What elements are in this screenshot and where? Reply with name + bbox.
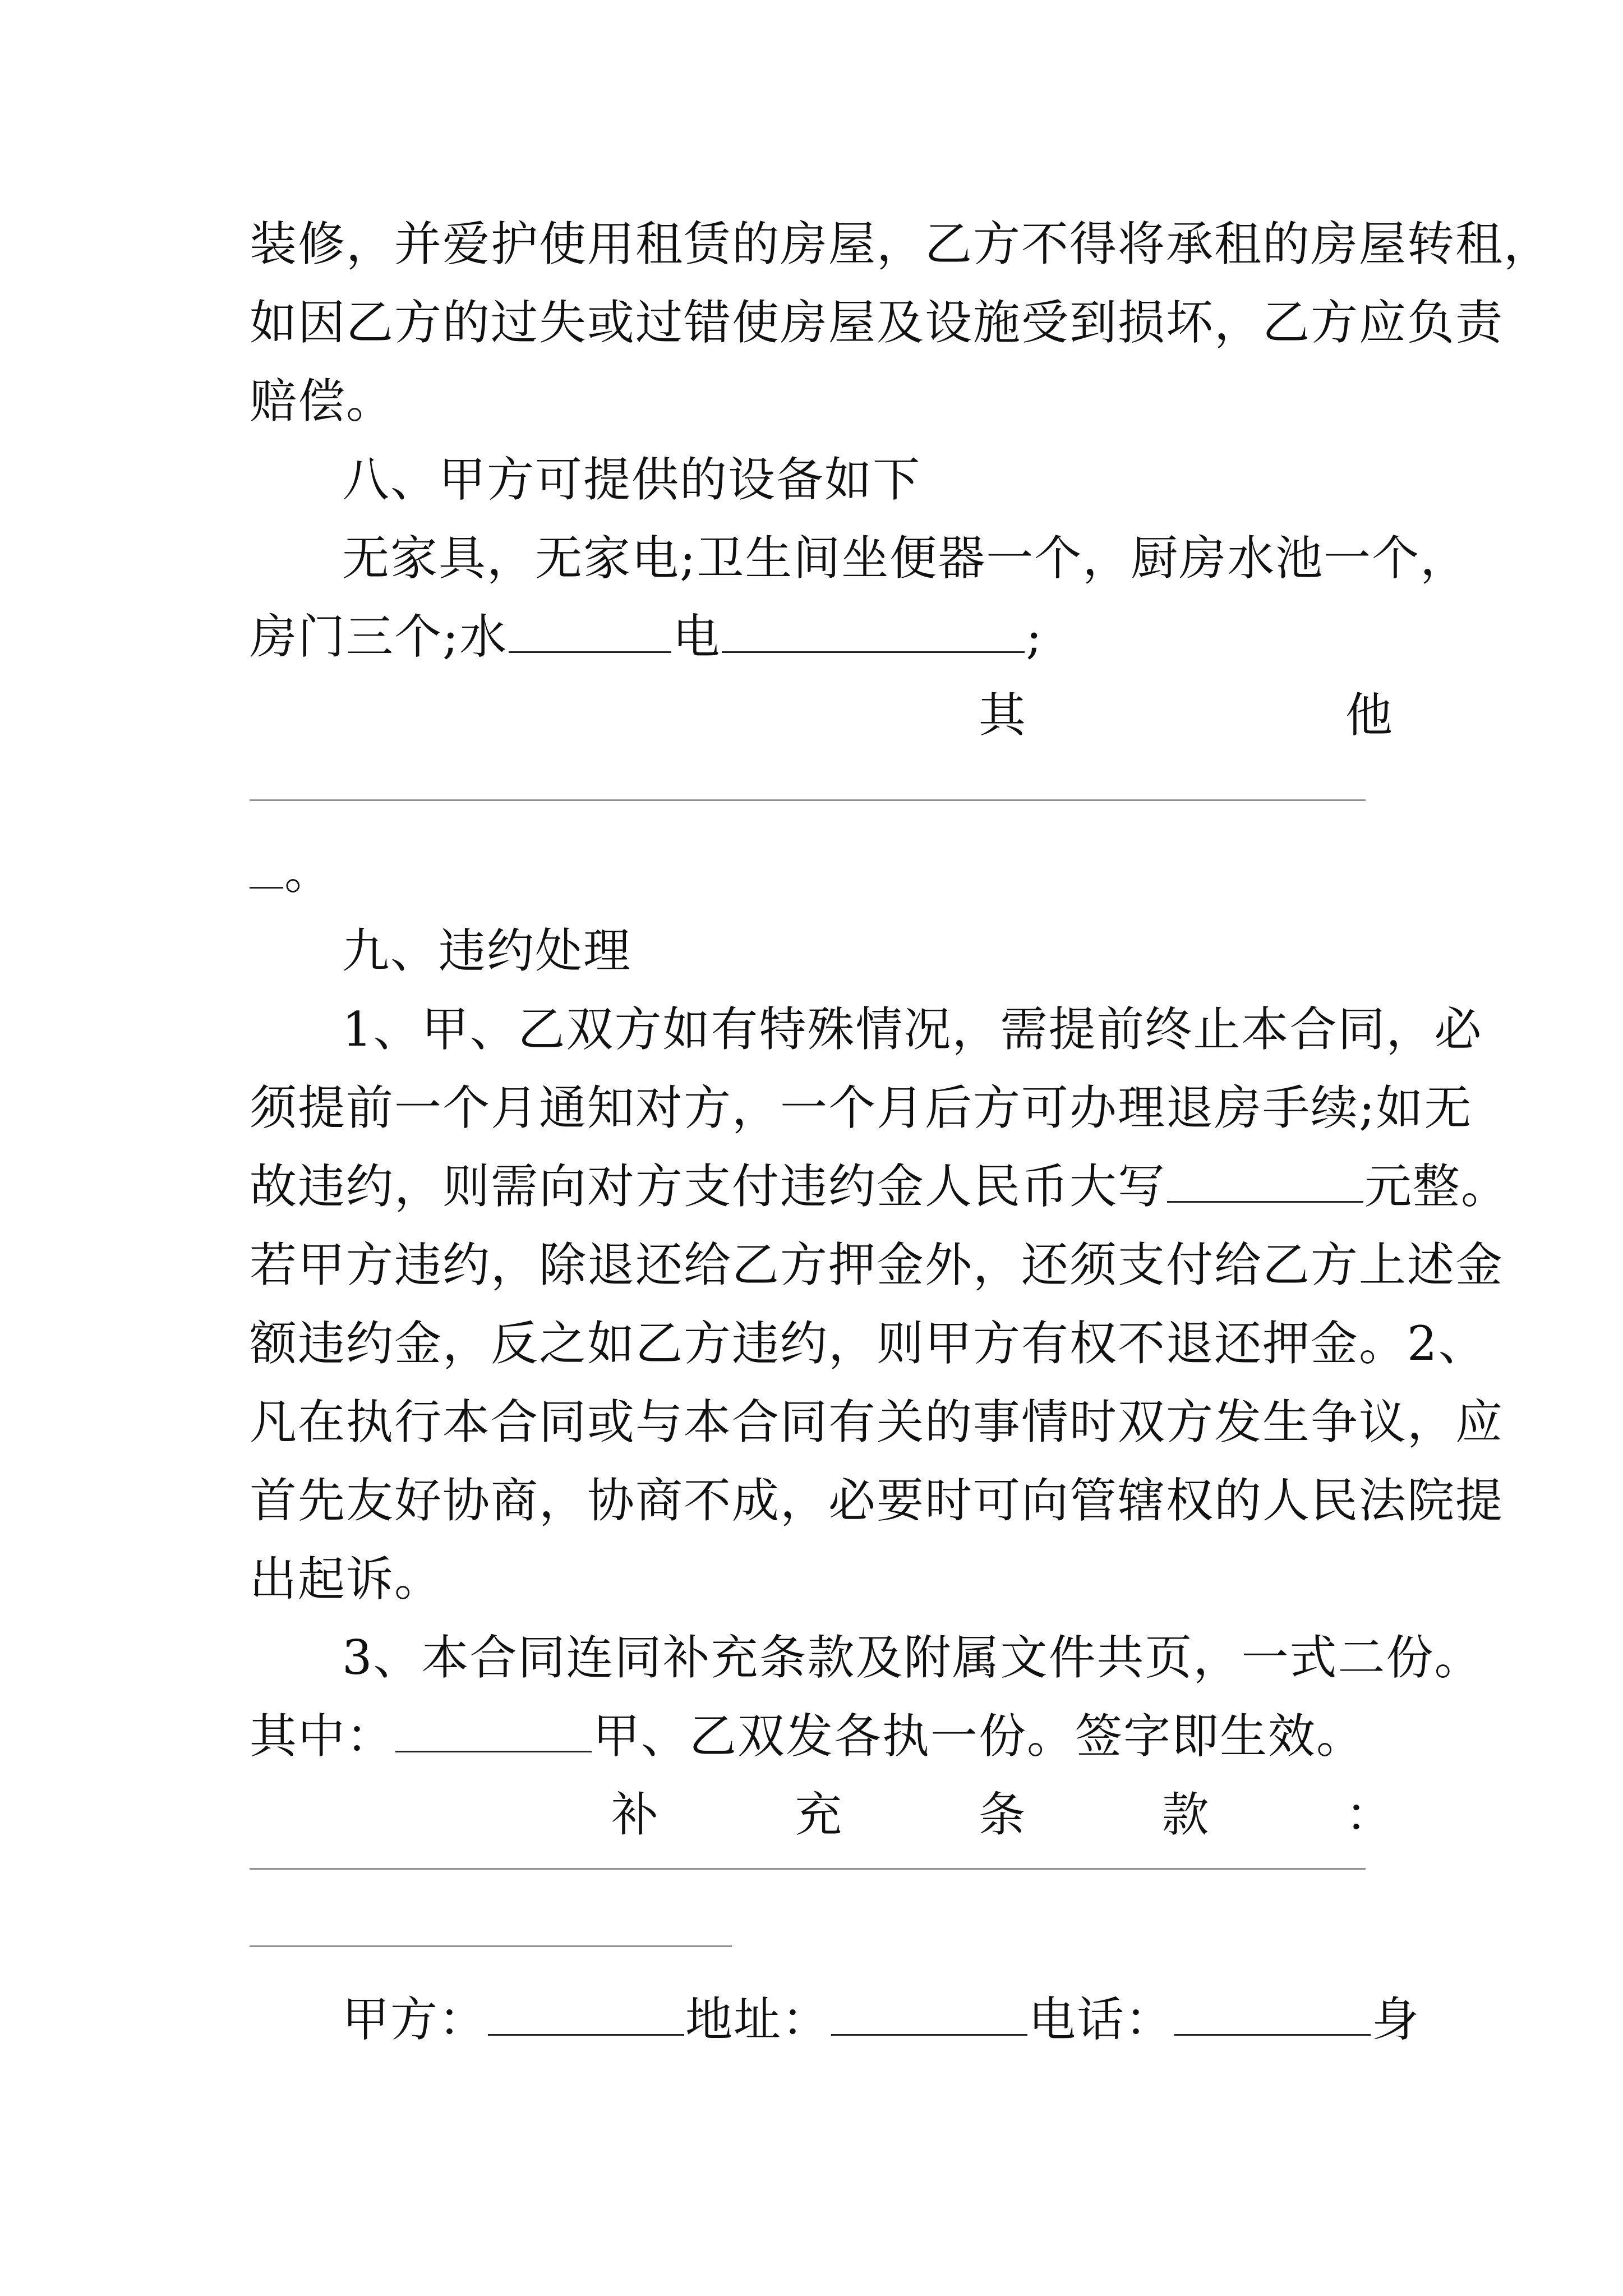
electricity-label: 电 bbox=[672, 609, 721, 664]
phone-label: 电话： bbox=[1029, 1992, 1174, 2047]
water-blank bbox=[509, 611, 671, 653]
supplementary-blank-rule-1 bbox=[250, 1868, 1366, 1870]
copies-text-2: 甲、乙双发各执一份。签字即生效。 bbox=[593, 1709, 1365, 1764]
equipment-line-1 bbox=[342, 530, 1469, 586]
breach-text-5: 额违约金，反之如乙方违约，则甲方有权不退还押金。2、 bbox=[250, 1316, 1487, 1371]
dispute-line-2 bbox=[250, 1473, 1504, 1529]
copies-text-1: 3、本合同连同补充条款及附属文件共页，一式二份。 bbox=[342, 1630, 1483, 1685]
breach-line-3 bbox=[250, 1158, 1510, 1214]
text-line-1: 装修，并爱护使用租赁的房屋，乙方不得将承租的房屋转租， bbox=[250, 217, 1552, 272]
section-heading-9 bbox=[342, 923, 1394, 979]
paragraph-line-2 bbox=[250, 295, 1504, 351]
heading-text-8: 八、甲方可提供的设备如下 bbox=[342, 452, 921, 507]
other-end-punctuation: 。 bbox=[284, 845, 333, 900]
other-label-line bbox=[979, 687, 1394, 743]
supplementary-char-1: 补 bbox=[611, 1787, 660, 1842]
id-label-start: 身 bbox=[1372, 1992, 1421, 2047]
paragraph-line-3 bbox=[250, 373, 1394, 429]
equipment-line-2 bbox=[250, 609, 1394, 665]
section-heading-8 bbox=[342, 452, 1394, 508]
supplementary-char-2: 充 bbox=[795, 1787, 843, 1842]
heading-text-9: 九、违约处理 bbox=[342, 923, 632, 978]
equipment-text-1: 无家具，无家电;卫生间坐便器一个，厨房水池一个， bbox=[342, 531, 1469, 586]
breach-text-1: 1、甲、乙双方如有特殊情况，需提前终止本合同，必 bbox=[342, 1002, 1483, 1057]
breach-text-4: 若甲方违约，除退还给乙方押金外，还须支付给乙方上述金 bbox=[250, 1237, 1504, 1292]
copies-line-2 bbox=[250, 1708, 1394, 1764]
breach-line-5 bbox=[250, 1315, 1487, 1372]
supplementary-clause-heading bbox=[611, 1787, 1394, 1843]
party-a-label: 甲方： bbox=[342, 1992, 487, 2047]
other-char-2: 他 bbox=[1345, 688, 1394, 743]
other-blank-rule-1 bbox=[250, 799, 1366, 801]
dispute-line-3 bbox=[250, 1551, 1394, 1607]
penalty-text: 故违约，则需向对方支付违约金人民币大写 bbox=[250, 1159, 1166, 1214]
supplementary-char-3: 条 bbox=[978, 1787, 1027, 1842]
electricity-blank bbox=[722, 611, 1025, 653]
other-char-1: 其 bbox=[979, 688, 1027, 743]
other-blank-end-line bbox=[250, 844, 1394, 900]
breach-line-2 bbox=[250, 1080, 1473, 1136]
among-them-label: 其中： bbox=[250, 1709, 395, 1764]
water-label: 房门三个;水 bbox=[250, 609, 508, 664]
copies-blank bbox=[395, 1710, 592, 1752]
text-line-3: 赔偿。 bbox=[250, 374, 395, 429]
breach-line-1 bbox=[342, 1001, 1483, 1057]
semicolon-text: ; bbox=[1026, 609, 1043, 664]
breach-text-2: 须提前一个月通知对方，一个月后方可办理退房手续;如无 bbox=[250, 1080, 1473, 1135]
dispute-text-1: 凡在执行本合同或与本合同有关的事情时双方发生争议，应 bbox=[250, 1395, 1504, 1450]
dispute-line-1 bbox=[250, 1394, 1504, 1450]
breach-line-4 bbox=[250, 1237, 1504, 1293]
paragraph-line-1 bbox=[250, 216, 1552, 272]
copies-line-1 bbox=[342, 1630, 1483, 1686]
party-a-info-line bbox=[342, 1991, 1421, 2047]
other-blank-tail bbox=[250, 846, 283, 889]
dispute-text-3: 出起诉。 bbox=[250, 1552, 443, 1607]
text-line-2: 如因乙方的过失或过错使房屋及设施受到损坏，乙方应负责 bbox=[250, 295, 1504, 350]
penalty-end-text: 元整。 bbox=[1364, 1159, 1510, 1214]
dispute-text-2: 首先友好协商，协商不成，必要时可向管辖权的人民法院提 bbox=[250, 1473, 1504, 1528]
supplementary-char-4: 款 bbox=[1161, 1787, 1210, 1842]
supplementary-colon: ： bbox=[1345, 1787, 1394, 1842]
penalty-amount-blank bbox=[1167, 1161, 1363, 1203]
phone-blank bbox=[1174, 1994, 1371, 2036]
supplementary-blank-rule-2 bbox=[250, 1945, 732, 1947]
party-a-blank bbox=[488, 1994, 684, 2036]
address-label: 地址： bbox=[685, 1992, 831, 2047]
address-blank bbox=[831, 1994, 1027, 2036]
